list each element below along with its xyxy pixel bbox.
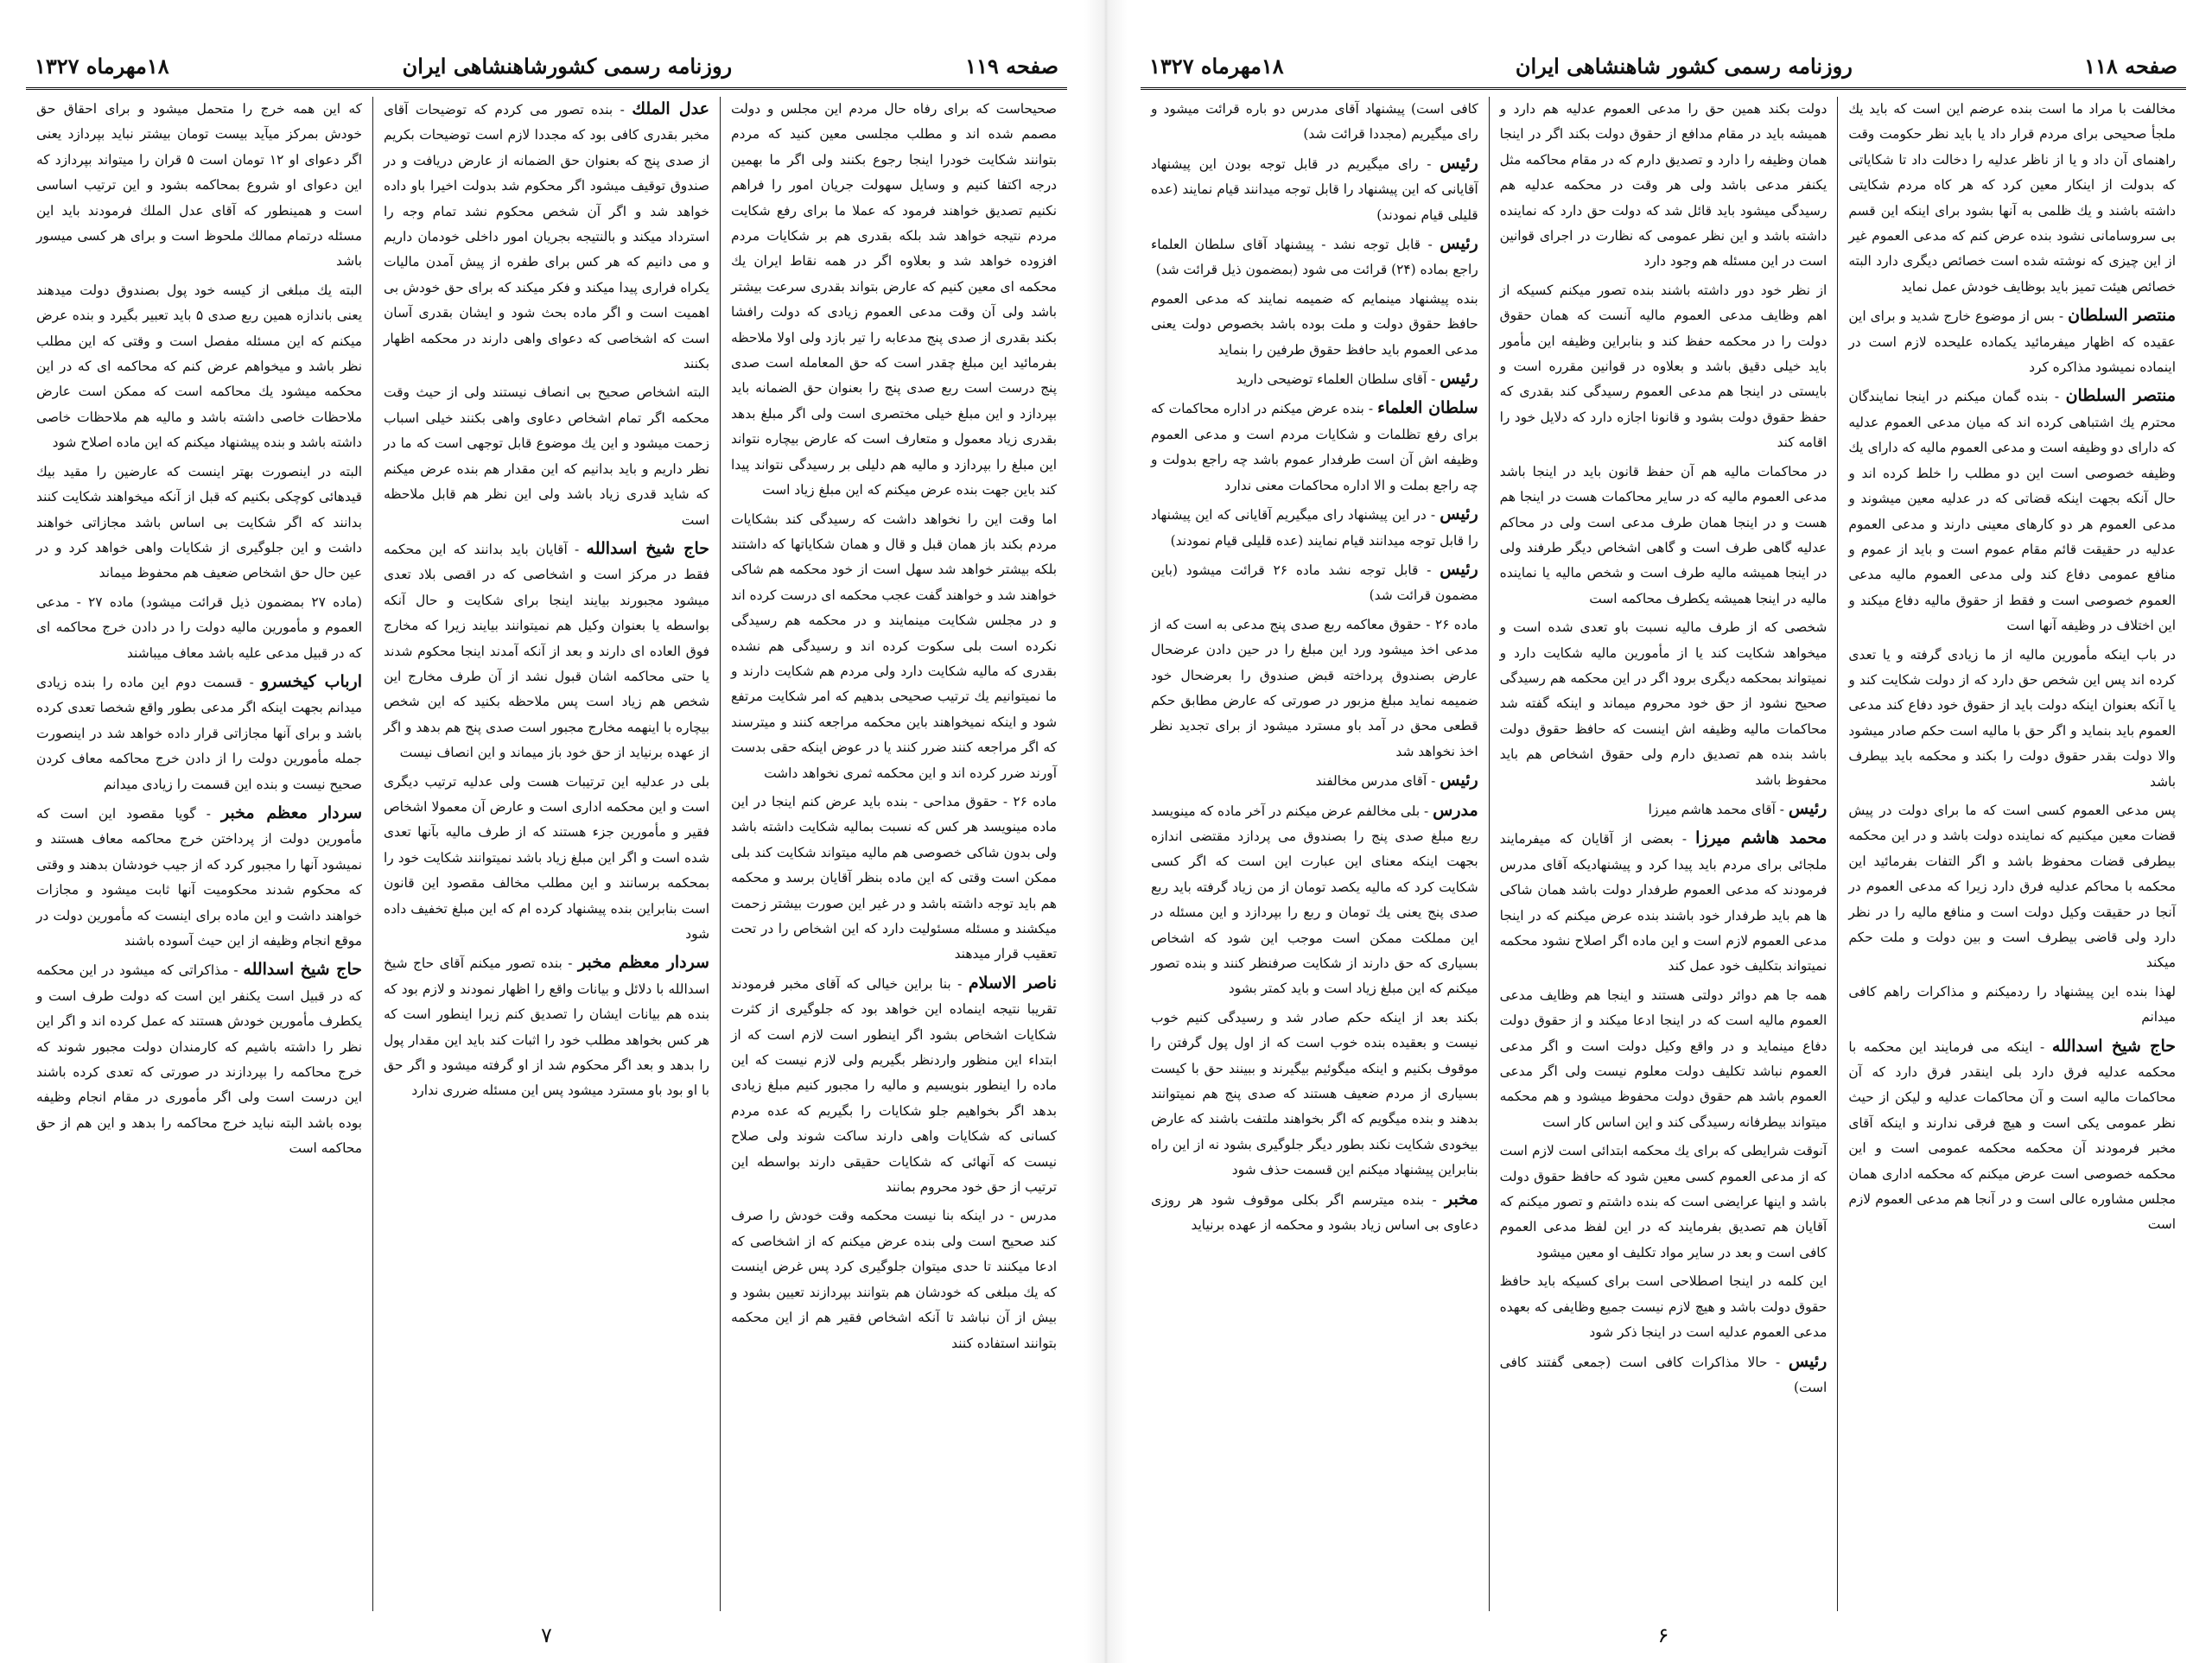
paragraph-text: - گویا مقصود این است که مأمورین دولت از پرداختن خرج محاکمه معاف هستند و نمیشود آنها را مجبور کرد که از جیب خودشان بدهند و وقتی که محکوم شدند محکومیت آنها ثابت میشود و مجازات خواهند داشت و این ماده برای اینست که مأمورین دولت در موقع انجام وظیفه از این حیث آسوده باشند xyxy=(36,805,362,949)
paragraph-text: - اینکه می فرمایند این محکمه با محکمه عدلیه فرق دارد بلی اینقدر فرق دارد که آن محاکمات مالیه است و آن محاکمات عدلیه و لیکن از حیث نظر عمومی یکی است و هیچ فرقی ندارند و اینکه آقای مخبر فرمودند آن محکمه محکمه عمومی است و این محکمه خصوصی است عرض میکنم که محکمه اداری همان مجلس مشاوره عالی است و در آنجا هم مدعی العموم لازم است xyxy=(1848,1038,2176,1233)
speaker-name: رئیس xyxy=(1440,771,1478,790)
paragraph xyxy=(731,507,1057,786)
paragraph-text: از نظر خود دور داشته باشند بنده تصور میکنم کسیکه از اهم وظایف مدعی العموم مالیه آنست که همان حقوق دولت را در محکمه حفظ کند و بنابراین وظیفه این مأمور باید خیلی دقیق باشد و بعلاوه در قوانین مقرره است و بایستی در اینجا هم مدعی العموم رسیدگی کند بقدری که حفظ حقوق دولت بشود و قانونا اجازه دارد که دلایل خود را اقامه کند xyxy=(1499,282,1827,451)
speaker-name: رئیس xyxy=(1440,559,1478,579)
speaker-name: مخبر xyxy=(1444,1189,1478,1209)
paragraph-text: بلی در عدلیه این ترتیبات هست ولی عدلیه ترتیب دیگری است و این محکمه اداری است و عارض آن معمولا اشخاص فقیر و مأمورین جزء هستند که از طرف مالیه بآنها تعدی شده است و اگر این مبلغ زیاد باشد نمیتوانند شکایت خود را بمحکمه برسانند و این مطلب مخالف مقصود این قانون است بنابراین بنده پیشنهاد کرده ام که این مبلغ تخفیف داده شود xyxy=(384,773,709,942)
paragraph-text: - بنا براین خیالی که آقای مخبر فرمودند تقریبا نتیجه اینماده این خواهد بود که جلوگیری از کثرت شکایات اشخاص بشود اگر اینطور است لازم است که از ابتداء این منظور واردنظر بگیریم ولی لازم نیست که این ماده را اینطور بنویسیم و مالیه را مجبور کنیم مبلغ زیادی بدهد اگر بخواهیم جلو شکایات را بگیریم که عده مردم کسانی که شکایات واهی دارند ساکت شوند ولی صلاح نیست که آنهائی که شکایات حقیقی دارند بواسطه این ترتیب از حق خود محروم بمانند xyxy=(731,975,1057,1196)
paragraph-text: - آقای سلطان العلماء توضیحی دارید xyxy=(1236,371,1436,388)
paragraph xyxy=(1151,557,1478,609)
paragraph-text: - قسمت دوم این ماده را بنده زیادی میدانم بجهت اینکه اگر مدعی بطور واقع شخصا تعدی کرده باشد و برای آنها مجازاتی قرار داده خواهد شد در اینصورت جمله مأمورین دولت را از دادن خرج محاکمه معاف کردن صحیح نیست و بنده این قسمت را زیادی میدانم xyxy=(36,674,362,792)
paragraph xyxy=(1500,826,1827,979)
paragraph xyxy=(36,670,362,797)
paragraph xyxy=(1151,613,1478,765)
paragraph xyxy=(384,950,709,1103)
speaker-name: رئیس xyxy=(1440,234,1478,254)
paragraph xyxy=(1500,1269,1827,1345)
paragraph-text: - بنده گمان میکنم در اینجا نمایندگان محترم یك اشتباهی کرده اند که میان مدعی العموم عدلیه که دارای دو وظیفه است و مدعی العموم مالیه که دارای یك وظیفه خصوصی است این دو مطلب را خلط کرده اند و حال آنکه بجهت اینکه قضاتی که در عدلیه معین میشوند و مدعی العموم هر دو کارهای معینی دارند و مدعی العموم عدلیه در حقیقت قائم مقام عموم است و باید از عموم و منافع عمومی دفاع کند ولی مدعی العموم مالیه مدعی العموم خصوصی است و فقط از حقوق مالیه دفاع میکند و این اختلاف در وظیفه آنها است xyxy=(1848,389,2176,634)
header-date: ۱۸مهرماه ۱۳۲۷ xyxy=(1149,54,1284,79)
speaker-name: رئیس xyxy=(1788,1351,1827,1371)
paragraph-text: ماده ۲۶ - حقوق مداحی - بنده باید عرض کنم اینجا در این ماده مینویسد هر کس که نسبت بمالیه شکایت داشته باشد ولی بدون شاکی خصوصی هم مالیه میتواند شکایت کند بلی ممکن است وقتی که این ماده بنظر آقایان برسد و محکمه هم باید توجه داشته باشد و در غیر این صورت بیشتر زحمت میکشند و مسئله مسئولیت دارد که این اشخاص را در تحت تعقیب قرار میدهند xyxy=(731,793,1058,962)
paragraph-text: در محاکمات مالیه هم آن حفظ قانون باید در اینجا باشد مدعی العموم مالیه که در سایر محاکمات هست در اینجا هم هست و در اینجا همان طرف مدعی است ولی در محاکم عدلیه گاهی طرف است و گاهی اشخاص دیگر طرفند ولی در اینجا همیشه مالیه طرف است و شخص مالیه یا نماینده مالیه در اینجا همیشه یکطرف محاکمه است xyxy=(1499,463,1827,606)
paragraph-text: صحیحاست که برای رفاه حال مردم این مجلس و دولت مصمم شده اند و مطلب مجلسی معین کنید که مردم بتوانند شکایت خودرا اینجا رجوع بکنند ولی اگر ما بهمین درجه اکتفا کنیم و وسایل سهولت جریان امور را فراهم نکنیم تصدیق خواهند فرمود که عملا ما برای رفع شکایت مردم نتیجه خواهد شد بلکه بقدری هم بر شکایات مردم افزوده خواهد شد و بعلاوه اگر در همه نقاط ایران یك محکمه ای معین کنیم که عارض بتواند بقدری سرعت بیشتر باشد ولی آن وقت مدعی العموم زیادی که دولت رافشا بکند بقدری از صدی پنج مدعابه را تیر بازد ولی اولا ملاحظه بفرمائید این مبلغ چقدر است که حق المعامله است صدی پنج درست است ربع صدی پنج را بعنوان حق الضمانه باید بپردازد و این مبلغ خیلی مختصری است ولی اگر مبلغ بدهد بقدری زیاد معمول و متعارف است که عارض بیچاره نتواند این مبلغ را بپردازد و مالیه هم دلیلی بر رسیدگی نتواند پیدا کند باین جهت بنده عرض میکنم که این مبلغ زیاد است xyxy=(731,101,1057,498)
paragraph-text: - بنده تصور می کردم که توضیحات آقای مخبر بقدری کافی بود که مجددا لازم است توضیحات بکریم از صدی پنج که بعنوان حق الضمانه از عارض دریافت و در صندوق توقیف میشود اگر محکوم شد بدولت اخیرا باو داده خواهد شد و اگر آن شخص محکوم نشد تمام وجه را استرداد میکند و بالنتیجه بجریان امور داخلی خودمان داریم و می دانیم که هر کس برای طفره از پیش آمدن مالیات یکراه فراری پیدا میکند و فکر میکند که برای حق خودش بی اهمیت است و اگر ماده بحث شود و ایشان بقدری آسان است که اشخاصی که دعوای واهی دارند در محکمه اظهار بکنند xyxy=(384,102,709,372)
paragraph xyxy=(36,460,362,587)
paragraph-text: این کلمه در اینجا اصطلاحی است برای کسیکه باید حافظ حقوق دولت باشد و هیچ لازم نیست جمیع وظایفی که بعهده مدعی العموم عدلیه است در اینجا ذکر شود xyxy=(1499,1273,1827,1341)
paragraph xyxy=(1151,1006,1478,1184)
paragraph-text: - آقای محمد هاشم میرزا xyxy=(1648,801,1784,817)
paragraph xyxy=(1151,287,1478,363)
paragraph-text: - رای میگیریم در قابل توجه بودن این پیشنهاد آقایانی که این پیشنهاد را قابل توجه میدانند قیام نمایند (عده قلیلی قیام نمودند) xyxy=(1150,156,1478,223)
paragraph xyxy=(36,278,362,456)
left-page-header xyxy=(26,50,1067,90)
paragraph xyxy=(1848,643,2176,795)
paragraph-text: البته در اینصورت بهتر اینست که عارضین را مقید بیك قیدهائی کوچکی بکنیم که قبل از آنکه میخواهند شکایت کنند بدانند که اگر شکایت بی اساس باشد مجازاتی خواهند داشت و این جلوگیری از شکایات واهی خواهد کرد و در عین حال حق اشخاص ضعیف هم محفوظ میماند xyxy=(36,463,362,581)
speaker-name: سردار معظم مخبر xyxy=(578,953,709,973)
column xyxy=(26,97,373,1611)
paragraph-text: مخالفت با مراد ما است بنده عرضم این است که باید یك ملجأ صحیحی برای مردم قرار داد یا باید نظر حکومت وقت راهنمای آن داد و یا از ناظر عدلیه را دخالت داد تا شکایاتی که بدولت از اینکار معین کرد که هر کاه مردم شکایتی داشته باشند و یك ظلمی به آنها بشود برای اینکه این قسم بی سروسامانی نشود بنده عرض کنم که مدعی العموم غیر از این چیزی که نوشته شده است خصائص دیگری دارد البته خصائص هیئت تمیز باید بوظایف خودش عمل نماید xyxy=(1848,101,2176,295)
page-footer-number: ۶ xyxy=(1657,1623,1669,1647)
paragraph-text: - بنده عرض میکنم در اداره محاکمات که برای رفع تظلمات و شکایات مردم است و مدعی العموم وظیفه اش آن است طرفدار عموم باشد چه راجع بدولت و چه راجع بملت و الا اداره محاکمات معنی ندارد xyxy=(1150,401,1478,493)
paragraph xyxy=(1848,1034,2176,1238)
header-date: ۱۸مهرماه ۱۳۲۷ xyxy=(35,54,169,79)
paragraph xyxy=(1500,278,1827,456)
paragraph-text: پس مدعی العموم کسی است که ما برای دولت در پیش قضات معین میکنیم که نماینده دولت باشد و در این محکمه بیطرفی قضات محفوظ باشد و اگر التفات بفرمائید این محکمه با محاکم عدلیه فرق دارد زیرا که مدعی العموم در آنجا در حقیقت وکیل دولت است و منافع مالیه را در نظر دارد ولی قاضی بیطرف است و بین دولت و ملت حکم میکند xyxy=(1848,802,2176,971)
paragraph xyxy=(1151,502,1478,554)
paragraph xyxy=(384,97,709,377)
paragraph-text: لهذا بنده این پیشنهاد را ردمیکنم و مذاکرات راهم کافی میدانم xyxy=(1848,983,2176,1025)
page-footer-number: ۷ xyxy=(541,1623,552,1647)
paragraph xyxy=(1848,384,2176,638)
paragraph xyxy=(384,536,709,766)
paragraph xyxy=(1151,97,1478,148)
paragraph-text: - آقایان باید بدانند که این محکمه فقط در مرکز است و اشخاصی که در اقصی بلاد تعدی میشود مجبورند بیایند اینجا برای شکایت و حال آنکه بواسطه یا بعنوان وکیل هم نمیتوانند بیایند زیرا که مخارج فوق العاده ای دارند و بعد از آنکه آمدند اینجا محکوم شدند یا حتی محاکمه اشان قبول نشد از آن طرف مخارج این شخص هم زیاد است پس ملاحظه بکنید که این شخص بیچاره با اینهمه مخارج مجبور است صدی پنج هم بدهد و اگر از عهده برنیاید از حق خود باز میماند و این انصاف نیست xyxy=(384,541,709,761)
right-page-columns xyxy=(1141,97,2186,1611)
paragraph-text: (ماده ۲۷ بمضمون ذیل قرائت میشود) ماده ۲۷ - مدعی العموم و مأمورین مالیه دولت را در دادن خرج محاکمه ای که در قبیل مدعی علیه باشد معاف میباشند xyxy=(36,593,362,661)
paragraph-text: آنوقت شرایطی که برای یك محکمه ابتدائی است لازم است که از مدعی العموم کسی معین شود که حافظ حقوق دولت باشد و اینها عرایضی است که بنده داشتم و تصور میکنم که آقایان هم تصدیق بفرمایند که در این لفظ مدعی العموم کافی است و بعد در سایر مواد تکلیف او معین میشود xyxy=(1499,1143,1827,1260)
paragraph xyxy=(384,770,709,948)
paragraph xyxy=(1500,797,1827,822)
header-page-number: صفحه ۱۱۸ xyxy=(2084,54,2177,79)
paragraph xyxy=(1500,983,1827,1135)
paragraph-text: - مذاکراتی که میشود در این محکمه که در قبیل است یکنفر این است که دولت طرف است و یکطرف مأمورین خودش هستند که عمل کرده اند و اگر این نظر را داشته باشیم که کارمندان دولت مجبور شوند که خرج محاکمه را بپردازند در صورتی که تعدی کرده باشند این درست است ولی اگر مأموری در مقام انجام وظیفه بوده باشد البته نباید خرج محاکمه را بدهد و این هم از حق محاکمه است xyxy=(36,962,362,1157)
speaker-name: رئیس xyxy=(1788,798,1827,818)
paragraph-text: شخصی که از طرف مالیه نسبت باو تعدی شده است و میخواهد شکایت کند یا از مأمورین مالیه شکایت دارد و نمیتواند بمحکمه دیگری برود اگر در این محکمه هم رسیدگی صحیح نشود از حق خود محروم میماند و اینکه گفته شد محاکمات مالیه وظیفه اش اینست که حافظ حقوق دولت باشد بنده هم تصدیق دارم ولی حقوق اشخاص هم باید محفوظ باشد xyxy=(1499,619,1827,788)
speaker-name: مدرس xyxy=(1433,800,1478,820)
paragraph-text: - بلی مخالفم عرض میکنم در آخر ماده که مینویسد ربع مبلغ صدی پنج را بصندوق می پردازد مقتضی اندازه بجهت اینکه معنای این عبارت این است که اگر کسی شکایت کرد که مالیه یکصد تومان از من زیاد گرفته باید ربع صدی پنج یعنی یك تومان و ربع را بپردازد و این مسئله در این مملکت ممکن است موجب این شود که اشخاص بسیاری که حق دارند از شکایت صرفنظر کنند و بنده تصور میکنم که این مبلغ زیاد است و باید کمتر بشود xyxy=(1150,803,1478,997)
speaker-name: ارباب کیخسرو xyxy=(261,671,362,691)
paragraph-text: کافی است) پیشنهاد آقای مدرس دو باره قرائت میشود و رای میگیریم (مجددا قرائت شد) xyxy=(1150,101,1478,143)
paragraph-text: - قابل توجه نشد - پیشنهاد آقای سلطان العلماء راجع بماده (۲۴) قرائت می شود (بمضمون ذیل قرائت شد) xyxy=(1150,237,1478,278)
paragraph xyxy=(1848,798,2176,976)
column xyxy=(1838,97,2186,1611)
paragraph xyxy=(1151,768,1478,794)
paragraph xyxy=(36,97,362,275)
paragraph-text: ماده ۲۶ - حقوق معاکمه ربع صدی پنج مدعی به است که از مدعی اخذ میشود ورد این مبلغ را در حین دادن عرضحال عارض بصندوق پرداخته قبض صندوق را بعرضحال خود ضمیمه نماید مبلغ مزبور در صورتی که عارض مطابق حکم قطعی محق در آمد باو مسترد میشود از برای تجدید نظر اخذ نخواهد شد xyxy=(1150,616,1478,759)
speaker-name: رئیس xyxy=(1440,153,1478,173)
speaker-name: محمد هاشم میرزا xyxy=(1695,828,1827,848)
speaker-name: منتصر السلطان xyxy=(2068,306,2177,326)
paragraph xyxy=(1500,97,1827,275)
paragraph-text: - بس از موضوع خارج شدید و برای این عقیده که اظهار میفرمائید یکماده علیحده لازم است در اینماده نمیشود مذاکره کرد xyxy=(1848,308,2176,376)
paragraph xyxy=(1500,1139,1827,1266)
speaker-name: سلطان العلماء xyxy=(1377,398,1478,418)
paragraph xyxy=(731,790,1057,968)
speaker-name: رئیس xyxy=(1440,369,1478,389)
paragraph xyxy=(1848,97,2176,300)
paragraph xyxy=(1500,460,1827,612)
column xyxy=(373,97,721,1611)
paragraph-text: مدرس - در اینکه بنا نیست محکمه وقت خودش را صرف کند صحیح است ولی بنده عرض میکنم که از اشخاصی که ادعا میکنند تا حدی میتوان جلوگیری کرد پس غرض اینست که یك مبلغی که خودشان هم بتوانند بپردازند تعیین بشود و بیش از آن نباشد تا آنکه اشخاص فقیر هم از این محکمه بتوانند استفاده کنند xyxy=(731,1208,1057,1351)
paragraph-text: که این همه خرج را متحمل میشود و برای احقاق حق خودش بمرکز میآید بیست تومان بیشتر نباید بپردازد یعنی اگر دعوای او ۱۲ تومان است ۵ قران را میتواند بپردازد که این دعوای او شروع بمحاکمه بشود و این ترتیب اساسی است و همینطور که آقای عدل الملك فرمودند باید این مسئله درتمام ممالك ملحوظ است و برای هر کسی میسور باشد xyxy=(36,101,362,270)
column xyxy=(1490,97,1839,1611)
right-page xyxy=(1141,0,2186,1663)
paragraph-text: - قابل توجه نشد ماده ۲۶ قرائت میشود (باین مضمون قرائت شد) xyxy=(1150,562,1478,604)
paragraph-text: - بنده میترسم اگر بکلی موقوف شود هر روزی دعاوی بی اساس زیاد بشود و محکمه از عهده برنیاید xyxy=(1150,1191,1478,1234)
paragraph xyxy=(1848,980,2176,1031)
paragraph xyxy=(384,380,709,532)
left-page-columns xyxy=(26,97,1067,1611)
paragraph-text: بکند بعد از اینکه حکم صادر شد و رسیدگی کنیم خوب نیست و بعقیده بنده خوب است که از اول پول گرفتن را موقوف بکنیم و اینکه میگوئیم بیگیرند و ببینند حق با کیست بسیاری از مردم ضعیف هستند که صدی پنج هم نمیتوانند بدهند و بنده میگویم که اگر بخواهند ملتفت باشند که عارض بیخودی شکایت نکند بطور دیگر جلوگیری بشود نه از این راه بنابراین پیشنهاد میکنم این قسمت حذف شود xyxy=(1150,1009,1478,1178)
paragraph-text: - آقای مدرس مخالفند xyxy=(1315,773,1436,790)
paragraph xyxy=(1151,232,1478,283)
paragraph xyxy=(1151,366,1478,392)
column xyxy=(721,97,1067,1611)
speaker-name: حاج شیخ اسدالله xyxy=(243,960,362,980)
paragraph-text: - بنده تصور میکنم آقای حاج شیخ اسدالله با دلائل و بیانات واقع را اظهار نمودند و لازم بود که بنده هم بیانات ایشان را تصدیق کنم زیرا اینطور است که هر کس بخواهد مطلب خود را اثبات کند باید این مقدار پول را بدهد و بعد اگر محکوم شد از او گرفته میشود و اگر حق با او بود باو مسترد میشود پس این مسئله ضرری ندارد xyxy=(384,955,709,1099)
speaker-name: منتصر السلطان xyxy=(2065,386,2176,406)
column xyxy=(1141,97,1490,1611)
paragraph-text: بنده پیشنهاد مینمایم که ضمیمه نمایند که مدعی العموم حافظ حقوق دولت و ملت بوده باشد بخصوص دولت یعنی مدعی العموم باید حافظ حقوق طرفین را بنماید xyxy=(1150,290,1478,358)
speaker-name: حاج شیخ اسدالله xyxy=(2051,1036,2176,1056)
paragraph xyxy=(36,590,362,666)
paragraph-text: - حالا مذاکرات کافی است (جمعی گفتند کافی است) xyxy=(1499,1354,1827,1395)
header-title: روزنامه رسمی کشور شاهنشاهی ایران xyxy=(1515,54,1853,79)
paragraph-text: البته یك مبلغی از کیسه خود پول بصندوق دولت میدهند یعنی باندازه همین ربع صدی ۵ باید تعبیر بگیرد و بنده عرض میکنم که این مسئله مفصل است و وقتی که این مطلب نظر باشد و میخواهم عرض کنم که محاکمه ای که در این محکمه میشود یك محاکمه است که ممکن است عارض ملاحظات خاصی داشته باشد و مالیه هم ملاحظات خاصی داشته باشد و بنده پیشنهاد میکنم که این ماده اصلاح شود xyxy=(36,282,362,451)
paragraph-text: دولت بکند همین حق را مدعی العموم عدلیه هم دارد و همیشه باید در مقام مدافع از حقوق دولت بکند اگر در اینجا همان وظیفه را دارد و تصدیق دارم که در مقام محاکمه مثل یکنفر مدعی باشد ولی هر وقت در محکمه عدلیه هم رسیدگی میشود باید قائل شد که دولت حق دارد که نماینده داشته باشد و این نظر عمومی که نظارت در اجرای قوانین است در این مسئله هم وجود دارد xyxy=(1499,101,1827,270)
paragraph-text: البته اشخاص صحیح بی انصاف نیستند ولی از حیث وقت محکمه اگر تمام اشخاص دعاوی واهی بکنند خیلی اسباب زحمت میشود و این یك موضوع قابل توجهی است که ما در نظر داریم و باید بدانیم که این مقدار هم بنده عرض میکنم که شاید قدری زیاد باشد ولی این نظر هم قابل ملاحظه است xyxy=(384,384,709,528)
paragraph xyxy=(731,97,1057,504)
paragraph xyxy=(731,971,1057,1201)
paragraph xyxy=(1151,396,1478,498)
speaker-name: عدل الملك xyxy=(632,99,709,118)
paragraph-text: اما وقت این را نخواهد داشت که رسیدگی کند بشکایات مردم بکند باز همان قبل و قال و همان شکایاتها که داشتند بلکه بیشتر خواهد شد سهل است از خود محکمه هم شاکی خواهند شد و خواهند گفت عجب محکمه ای درست کرده اند و در مجلس شکایت مینمایند و در محکمه هم رسیدگی نکرده است بلی سکوت کرده اند و رسیدگی هم نشده بقدری که مالیه شکایت دارد ولی مردم هم شکایت دارند و ما نمیتوانیم یك ترتیب صحیحی بدهیم که امر شکایت مرتفع شود و اینکه نمیخواهند باین محکمه مراجعه کنند و میترسند که اگر مراجعه کنند ضرر کنند یا در عوض اینکه حقی بدست آورند ضرر کرده اند و این محکمه ثمری نخواهد داشت xyxy=(731,511,1057,781)
paragraph-text: همه جا هم دوائر دولتی هستند و اینجا هم وظایف مدعی العموم مالیه است که در اینجا ادعا میکند و از حقوق دولت دفاع مینماید و در واقع وکیل دولت است و اگر مدعی العموم نباشد تکلیف دولت معلوم نیست ولی اگر مدعی العموم باشد هم حقوق دولت محفوظ میشود و هم محکمه میتواند بیطرفانه رسیدگی کند و این اساس کار است xyxy=(1499,987,1827,1130)
speaker-name: ناصر الاسلام xyxy=(968,973,1057,993)
book-gutter xyxy=(1084,0,1128,1663)
right-page-header xyxy=(1141,50,2186,90)
paragraph xyxy=(1151,151,1478,228)
speaker-name: رئیس xyxy=(1440,505,1478,524)
header-page-number: صفحه ۱۱۹ xyxy=(965,54,1058,79)
speaker-name: سردار معظم مخبر xyxy=(220,803,362,822)
paragraph xyxy=(1151,798,1478,1002)
paragraph-text: - بعضی از آقایان که میفرمایند ملجائی برای مردم باید پیدا کرد و پیشنهادیکه آقای مدرس فرمودند که مدعی العموم طرفدار دولت باشد همان شاکی ها هم باید طرفدار خود باشند بنده عرض میکنم که در اینجا مدعی العموم لازم است و این ماده اگر اصلاح نشود محکمه نمیتواند بتکلیف خود عمل کند xyxy=(1499,831,1827,974)
paragraph xyxy=(731,1203,1057,1355)
paragraph xyxy=(1500,1349,1827,1401)
paragraph-text: در باب اینکه مأمورین مالیه از ما زیادی گرفته و یا تعدی کرده اند پس این شخص حق دارد که از دولت شکایت کند و یا آنکه بعنوان اینکه دولت باید از حقوق خود دفاع کند مدعی العموم باید بنماید و اگر حق با مالیه است حکم صادر میشود والا دولت بقدر حقوق دولت را بکند و محکمه باید بیطرف باشد xyxy=(1848,646,2176,790)
header-title: روزنامه رسمی کشورشاهنشاهی ایران xyxy=(402,54,733,79)
paragraph xyxy=(1848,303,2176,380)
paragraph-text: - در این پیشنهاد رای میگیریم آقایانی که این پیشنهاد را قابل توجه میدانند قیام نمایند (عده قلیلی قیام نمودند) xyxy=(1150,507,1478,549)
paragraph xyxy=(1500,615,1827,793)
paragraph xyxy=(36,957,362,1161)
speaker-name: حاج شیخ اسدالله xyxy=(586,538,709,558)
paragraph xyxy=(36,801,362,954)
paragraph xyxy=(1151,1187,1478,1239)
left-page xyxy=(26,0,1067,1663)
